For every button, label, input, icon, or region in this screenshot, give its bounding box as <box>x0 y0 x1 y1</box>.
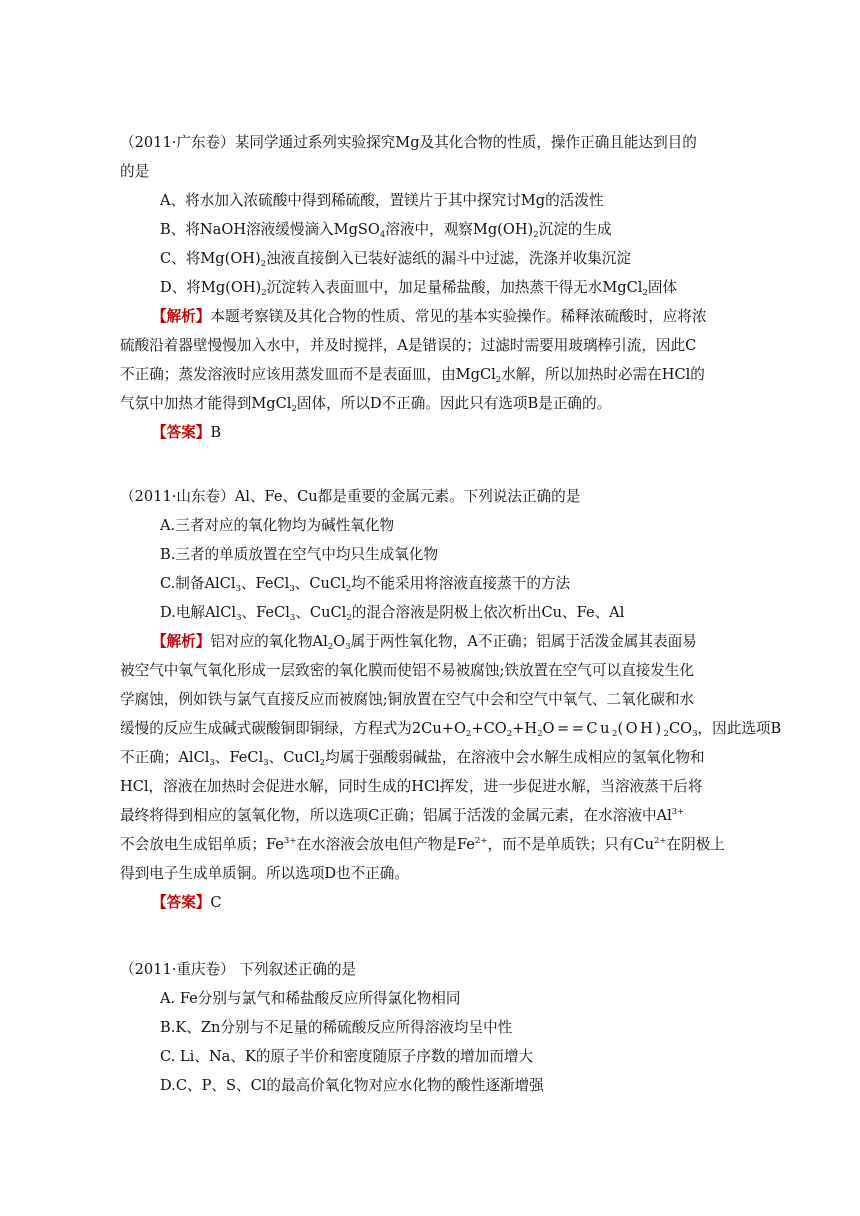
q1-analysis-line-2: 硫酸沿着器壁慢慢加入水中，并及时搅拌，A是错误的；过滤时需要用玻璃棒引流，因此C <box>120 337 697 354</box>
q1-option-c: C、将$Mg(OH)_2$浊液直接倒入已装好滤纸的漏斗中过滤，洗涤并收集沉淀 <box>160 250 631 269</box>
question-2 <box>120 482 782 917</box>
q1-stem-line-2: 的是 <box>120 163 150 180</box>
q2-option-a: A.三者对应的氧化物均为碱性氧化物 <box>160 517 395 534</box>
q1-option-b: B、将NaOH溶液缓慢滴入MgSO$_4$溶液中，观察$Mg(OH)_2$沉淀的生成 <box>160 221 612 240</box>
analysis-tag: 【解析】 <box>152 308 211 325</box>
q2-analysis-line-8: 不会放电生成铝单质；$Fe^{3+}$在水溶液会放电但产物是$Fe^{2+}$，而不是单质铁；只有$Cu^{2+}$在阴极上 <box>120 836 725 853</box>
q2-answer: 【答案】C <box>152 894 222 911</box>
q2-analysis-line-5: 不正确；AlCl$_3$、FeCl$_3$、CuCl$_2$均属于强酸弱碱盐，在溶液中会水解生成相应的氢氧化物和 <box>120 749 705 768</box>
q3-option-d: D.C、P、S、Cl的最高价氧化物对应水化物的酸性逐渐增强 <box>160 1077 544 1094</box>
q3-stem: （2011·重庆卷） 下列叙述正确的是 <box>120 961 357 978</box>
question-3 <box>120 955 740 1100</box>
q3-option-c: C. Li、Na、K的原子半价和密度随原子序数的增加而增大 <box>160 1048 534 1065</box>
q2-stem: （2011·山东卷）Al、Fe、Cu都是重要的金属元素。下列说法正确的是 <box>120 488 581 505</box>
q1-analysis-line-3: 不正确；蒸发溶液时应该用蒸发皿而不是表面皿，由MgCl$_2$水解，所以加热时必需在HCl的 <box>120 366 705 385</box>
q2-option-d: D.电解AlCl$_3$、FeCl$_3$、CuCl$_2$的混合溶液是阴极上依次析出Cu、Fe、Al <box>160 604 625 623</box>
q3-option-b: B.K、Zn分别与不足量的稀硫酸反应所得溶液均呈中性 <box>160 1019 513 1036</box>
q3-option-a: A. Fe分别与氯气和稀盐酸反应所得氯化物相同 <box>160 990 461 1007</box>
q2-option-b: B.三者的单质放置在空气中均只生成氧化物 <box>160 546 439 563</box>
answer-tag: 【答案】 <box>152 424 211 441</box>
q1-analysis-line-1: 【解析】本题考察镁及其化合物的性质、常见的基本实验操作。稀释浓硫酸时，应将浓 <box>152 308 707 325</box>
q1-stem-line-1: （2011·广东卷）某同学通过系列实验探究Mg及其化合物的性质，操作正确且能达到目的 <box>120 134 697 151</box>
q1-analysis-line-4: 气氛中加热才能得到MgCl$_2$固体，所以D不正确。因此只有选项B是正确的。 <box>120 395 612 414</box>
q1-answer: 【答案】B <box>152 424 222 441</box>
analysis-tag: 【解析】 <box>152 633 211 650</box>
q2-option-c: C.制备AlCl$_3$、FeCl$_3$、CuCl$_2$均不能采用将溶液直接蒸干的方法 <box>160 575 571 594</box>
q1-option-a: A、将水加入浓硫酸中得到稀硫酸，置镁片于其中探究讨Mg的活泼性 <box>160 192 604 209</box>
q2-analysis-line-4: 缓慢的反应生成碱式碳酸铜即铜绿，方程式为$2Cu+O_2+CO_2+H_2O==Cu_2(OH)_2CO_3$，因此选项B <box>120 720 782 739</box>
q2-analysis-line-7: 最终将得到相应的氢氧化物，所以选项C正确；铝属于活泼的金属元素，在水溶液中$Al^{3+}$ <box>120 807 685 824</box>
q1-option-d: D、将$Mg(OH)_2$沉淀转入表面皿中，加足量稀盐酸，加热蒸干得无水MgCl$_2$固体 <box>160 279 678 298</box>
q2-analysis-line-9: 得到电子生成单质铜。所以选项D也不正确。 <box>120 865 409 882</box>
q2-analysis-line-1: 【解析】铝对应的氧化物$Al_2O_3$属于两性氧化物，A不正确；铝属于活泼金属其表面易 <box>152 633 697 652</box>
q2-analysis-line-6: HCl，溶液在加热时会促进水解，同时生成的HCl挥发，进一步促进水解，当溶液蒸干后将 <box>120 778 703 795</box>
answer-tag: 【答案】 <box>152 894 211 911</box>
question-1 <box>120 128 740 447</box>
q2-analysis-line-2: 被空气中氧气氧化形成一层致密的氧化膜而使铝不易被腐蚀;铁放置在空气可以直接发生化 <box>120 662 695 679</box>
q2-analysis-line-3: 学腐蚀，例如铁与氯气直接反应而被腐蚀;铜放置在空气中会和空气中氧气、二氧化碳和水 <box>120 691 695 708</box>
